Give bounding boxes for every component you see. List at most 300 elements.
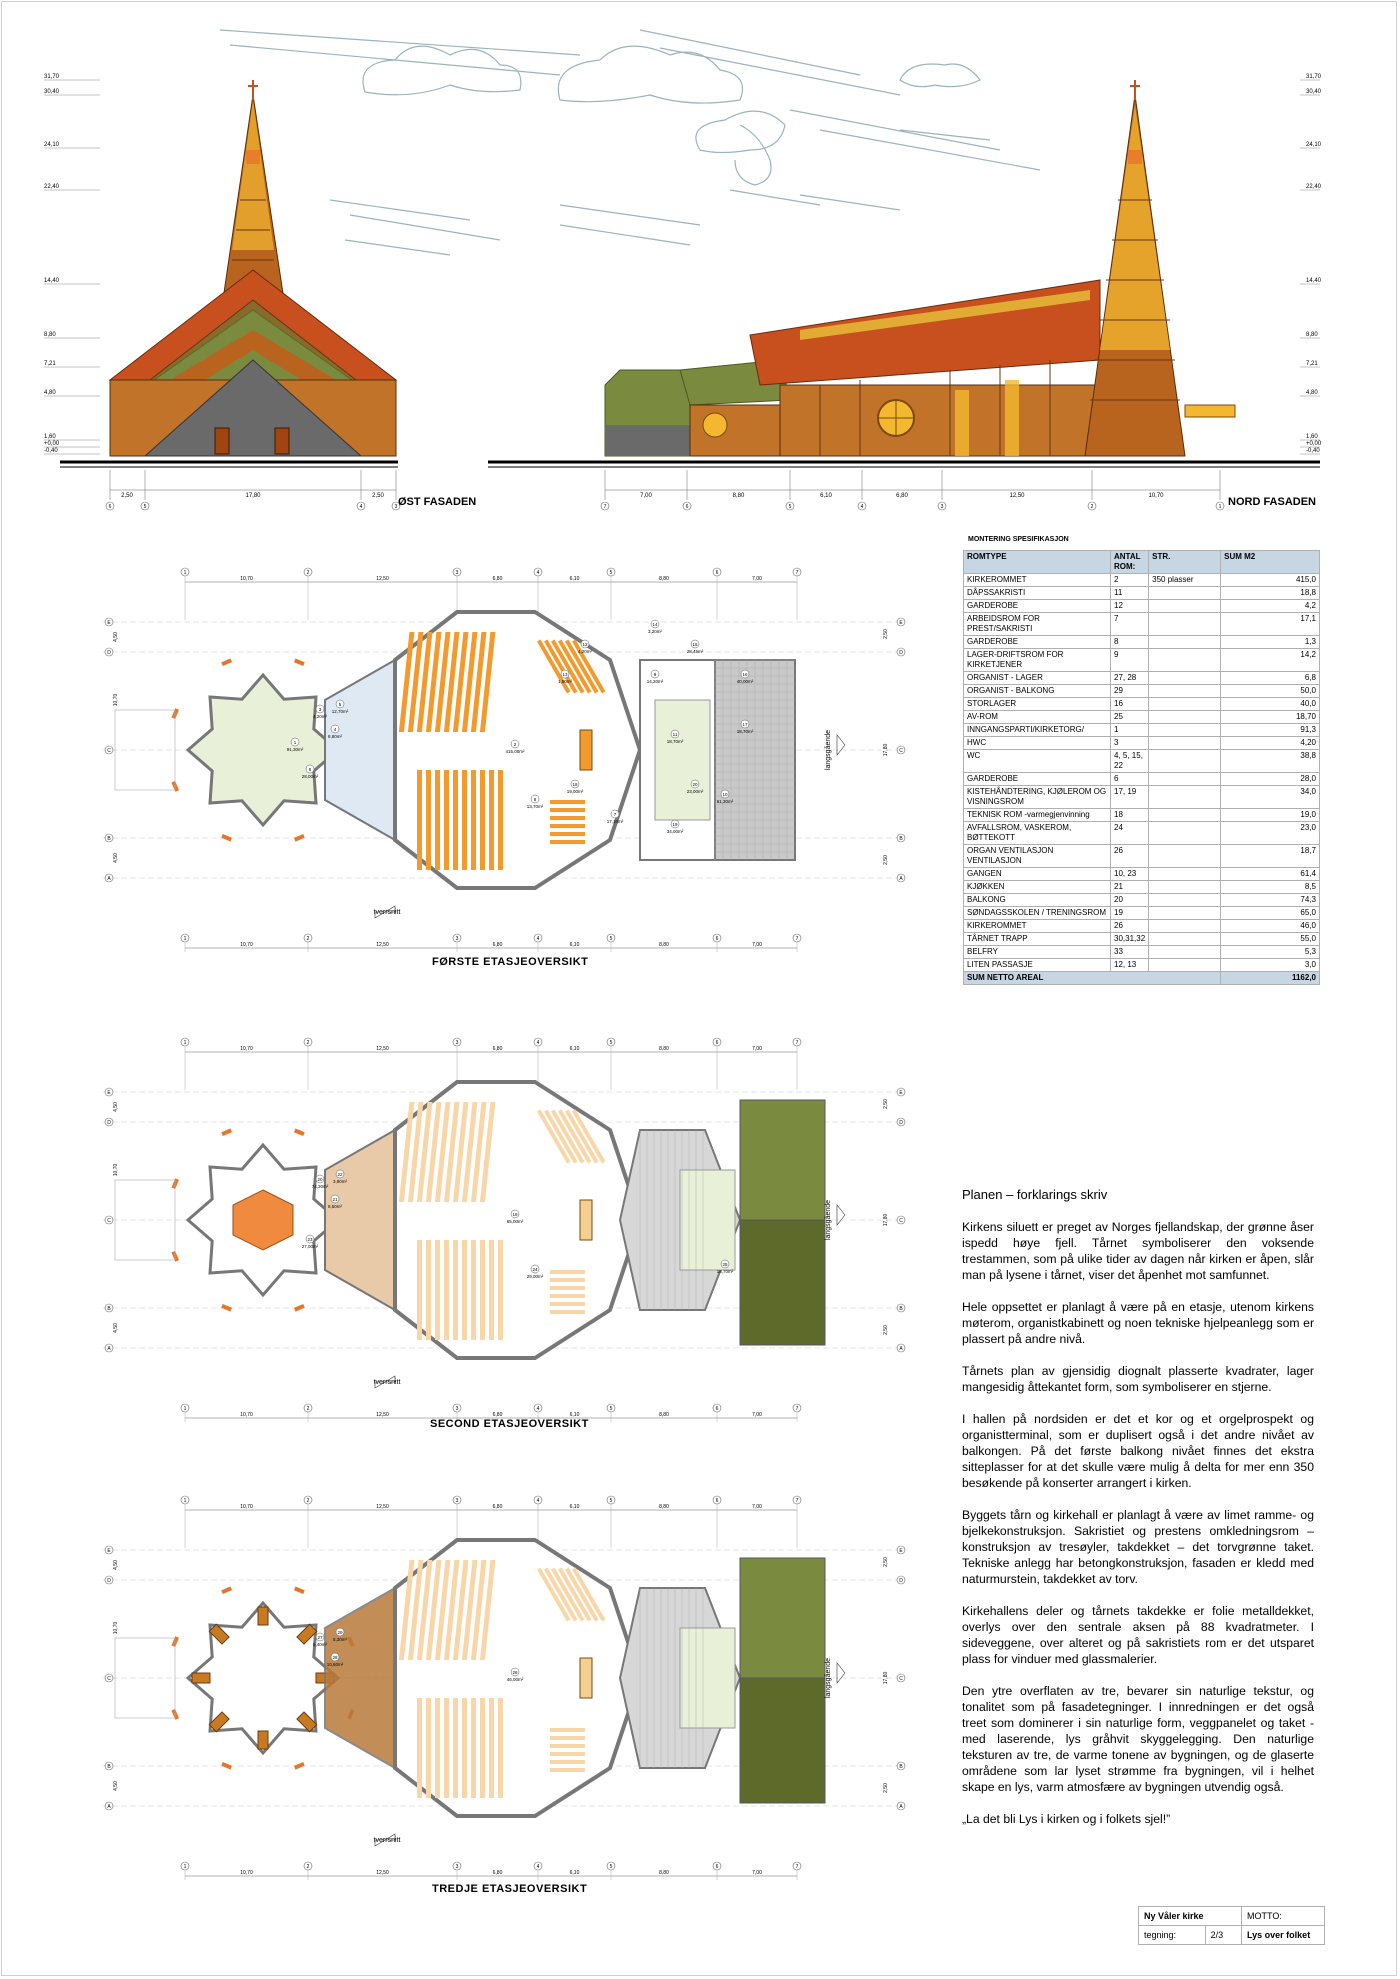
room-size — [1149, 868, 1221, 881]
room-sum: 4,20 — [1221, 737, 1320, 750]
room-area: 17,10m² — [606, 819, 624, 824]
level-label: 22,40 — [1306, 184, 1322, 190]
spec-row — [964, 636, 1320, 649]
row-marker: A — [107, 876, 111, 882]
level-label: 22,40 — [44, 184, 60, 190]
room-count: 26 — [1111, 845, 1149, 868]
room-size — [1149, 920, 1221, 933]
dimension-label: 4,50 — [113, 1102, 119, 1112]
spec-row — [964, 613, 1320, 636]
grid-marker: 3 — [455, 1406, 459, 1412]
paragraph: Kirkens siluett er preget av Norges fjellandskap, der grønne åser ispedd høye fjell. Tårnet symboliserer den voksende trestammen, som på ulike tider av dagen når kirken er åpen, slår man på lysene i tårnet, viser det åpenhet mot samfunnet. — [962, 1220, 1314, 1282]
room-size — [1149, 737, 1221, 750]
dimension-label: 6,10 — [569, 1412, 580, 1418]
dimension-label: 6,10 — [569, 942, 580, 948]
spec-row — [964, 698, 1320, 711]
dimension-label: 2,50 — [883, 629, 889, 639]
dimension-label: 8,80 — [659, 1504, 669, 1510]
grid-marker: 7 — [603, 504, 607, 510]
room-count: 26 — [1111, 920, 1149, 933]
grid-marker: 5 — [143, 504, 147, 510]
room-count: 16 — [1111, 698, 1149, 711]
room-count: 21 — [1111, 881, 1149, 894]
level-label: 7,21 — [44, 361, 56, 367]
project-name: Ny Våler kirke — [1139, 1907, 1242, 1926]
grid-marker: 2 — [306, 1498, 310, 1504]
spec-row — [964, 845, 1320, 868]
col-antal: ANTAL ROM: — [1111, 551, 1149, 574]
dimension-label: 4,50 — [113, 632, 119, 642]
room-type: BALKONG — [964, 894, 1111, 907]
room-type: LAGER-DRIFTSROM FOR KIRKETJENER — [964, 649, 1111, 672]
room-sum: 18,7 — [1221, 845, 1320, 868]
room-count: 25 — [1111, 711, 1149, 724]
grid-marker: 1 — [183, 1498, 187, 1504]
second-floor-plan — [95, 1030, 955, 1430]
row-marker: D — [899, 1578, 903, 1584]
room-size — [1149, 809, 1221, 822]
first-floor-plan — [95, 560, 955, 960]
room-number: 24 — [532, 1267, 538, 1272]
section-label: tverrsnitt — [373, 909, 401, 916]
dimension-label: 6,80 — [492, 1504, 503, 1510]
spec-table — [963, 550, 1320, 985]
dimension-label: 10,70 — [240, 1504, 253, 1510]
dimension-label: 8,80 — [732, 493, 745, 499]
room-sum: 3,0 — [1221, 959, 1320, 972]
room-count: 27, 28 — [1111, 672, 1149, 685]
spec-row — [964, 724, 1320, 737]
grid-marker: 1 — [1218, 504, 1222, 510]
row-marker: B — [107, 836, 111, 842]
room-number: 10 — [722, 792, 728, 797]
spec-total-row — [964, 972, 1320, 985]
room-count: 20 — [1111, 894, 1149, 907]
dimension-label: 7,00 — [752, 942, 762, 948]
grid-marker: 2 — [306, 1040, 310, 1046]
dimension-label: 12,50 — [1009, 493, 1025, 499]
grid-marker: 4 — [536, 570, 540, 576]
dimension-label: 7,00 — [752, 1504, 762, 1510]
paragraph: Tårnets plan av gjensidig diognalt plasserte kvadrater, lager mangesidig åttekantet form, som symboliserer en stjerne. — [962, 1364, 1314, 1394]
row-marker: A — [107, 1346, 111, 1352]
level-label: 8,80 — [44, 332, 56, 338]
room-type: TEKNISK ROM -varmegjenvinning — [964, 809, 1111, 822]
room-sum: 50,0 — [1221, 685, 1320, 698]
paragraph: I hallen på nordsiden er det et kor og et orgelprospekt og organistterminal, som er duplisert også i det andre nivået av balkongen. På det første balkong nivået finnes det ekstra sitteplasser for at det skulle være mulig å delta for mer enn 350 besøkende på konserter arrangert i kirken. — [962, 1412, 1314, 1490]
room-area: 46,00m² — [506, 1677, 524, 1682]
spec-row — [964, 920, 1320, 933]
room-area: 23,00m² — [686, 789, 704, 794]
room-number: 22 — [337, 1172, 343, 1177]
dimension-label: 6,80 — [492, 1046, 503, 1052]
room-area: 18,70m² — [736, 729, 754, 734]
grid-marker: 7 — [795, 1406, 799, 1412]
room-type: WC — [964, 750, 1111, 773]
col-sum: SUM M2 — [1221, 551, 1320, 574]
grid-marker: 2 — [306, 936, 310, 942]
grid-marker: 1 — [183, 1406, 187, 1412]
room-count: 24 — [1111, 822, 1149, 845]
room-type: ORGANIST - BALKONG — [964, 685, 1111, 698]
dimension-label: 4,50 — [113, 853, 119, 863]
dimension-label: 6,80 — [492, 576, 503, 582]
room-type: AVFALLSROM, VASKEROM, BØTTEKOTT — [964, 822, 1111, 845]
room-number: 9 — [653, 672, 657, 677]
grid-marker: 4 — [536, 1406, 540, 1412]
room-number: 17 — [742, 722, 748, 727]
room-count: 17, 19 — [1111, 786, 1149, 809]
explanation-text — [962, 1187, 1314, 1843]
room-size — [1149, 636, 1221, 649]
dimension-label: 4,50 — [113, 1781, 119, 1791]
room-area: 19,00m² — [566, 789, 584, 794]
room-number: 19 — [512, 1212, 518, 1217]
room-count: 3 — [1111, 737, 1149, 750]
motto-label: MOTTO: — [1242, 1907, 1325, 1926]
dimension-label: 8,80 — [659, 942, 669, 948]
grid-marker: 3 — [455, 1864, 459, 1870]
dimension-label: 12,50 — [376, 1046, 389, 1052]
room-count: 2 — [1111, 574, 1149, 587]
room-size — [1149, 786, 1221, 809]
room-number: 29 — [337, 1630, 343, 1635]
room-count: 29 — [1111, 685, 1149, 698]
dimension-label: 7,00 — [752, 1046, 762, 1052]
drawing-number: 2/3 — [1205, 1926, 1241, 1945]
room-size — [1149, 698, 1221, 711]
room-number: 14 — [652, 622, 658, 627]
row-marker: A — [899, 1346, 903, 1352]
total-label: SUM NETTO AREAL — [964, 972, 1221, 985]
room-number: 2 — [513, 742, 517, 747]
room-number: 15 — [692, 642, 698, 647]
spec-row — [964, 946, 1320, 959]
room-area: 91,30m² — [286, 747, 304, 752]
dimension-label: 17,80 — [883, 743, 889, 757]
grid-marker: 4 — [359, 504, 363, 510]
room-area: 18,70m² — [666, 739, 684, 744]
grid-marker: 1 — [183, 1864, 187, 1870]
row-marker: D — [899, 650, 903, 656]
grid-marker: 3 — [455, 1040, 459, 1046]
room-size — [1149, 649, 1221, 672]
grid-marker: 5 — [609, 1040, 613, 1046]
dimension-label: 7,00 — [752, 576, 762, 582]
spec-row — [964, 737, 1320, 750]
dimension-label: 6,80 — [492, 1412, 503, 1418]
room-size — [1149, 773, 1221, 786]
facades-drawing — [0, 0, 1400, 520]
room-area: 10,60m² — [326, 1662, 344, 1667]
grid-marker: 5 — [609, 1864, 613, 1870]
row-marker: B — [107, 1306, 111, 1312]
row-marker: D — [899, 1120, 903, 1126]
dimension-label: 6,80 — [896, 493, 908, 499]
grid-marker: 5 — [788, 504, 792, 510]
row-marker: B — [107, 1764, 111, 1770]
room-size — [1149, 685, 1221, 698]
room-sum: 65,0 — [1221, 907, 1320, 920]
room-sum: 19,0 — [1221, 809, 1320, 822]
row-marker: E — [899, 1090, 903, 1096]
dimension-label: 10,70 — [240, 576, 253, 582]
room-area: 29,00m² — [526, 1274, 544, 1279]
room-size — [1149, 600, 1221, 613]
north-facade — [601, 74, 1322, 510]
grid-marker: 7 — [795, 936, 799, 942]
dimension-label: 4,50 — [113, 1323, 119, 1333]
dimension-label: 2,50 — [883, 1099, 889, 1109]
grid-marker: 5 — [609, 570, 613, 576]
room-type: GARDEROBE — [964, 600, 1111, 613]
room-type: ORGAN VENTILASJON VENTILASJON — [964, 845, 1111, 868]
grid-marker: 6 — [108, 504, 112, 510]
row-marker: B — [899, 1764, 903, 1770]
dimension-label: 2,50 — [883, 1325, 889, 1335]
room-number: 5 — [338, 702, 342, 707]
room-count: 7 — [1111, 613, 1149, 636]
spec-row — [964, 711, 1320, 724]
level-label: 30,40 — [44, 89, 60, 95]
level-label: 30,40 — [1306, 89, 1322, 95]
dimension-label: 12,50 — [376, 942, 389, 948]
room-sum: 91,3 — [1221, 724, 1320, 737]
dimension-label: 2,50 — [883, 1557, 889, 1567]
room-count: 10, 23 — [1111, 868, 1149, 881]
level-label: 14,40 — [1306, 278, 1322, 284]
section-label: tverrsnitt — [373, 1837, 401, 1844]
sky-decoration — [220, 30, 1040, 255]
room-number: 21 — [332, 1197, 338, 1202]
room-type: STORLAGER — [964, 698, 1111, 711]
room-area: 4,20m² — [312, 714, 328, 719]
room-count: 33 — [1111, 946, 1149, 959]
room-number: 1 — [293, 740, 297, 745]
level-label: 1,60 — [1306, 434, 1318, 440]
room-number: 7 — [613, 812, 617, 817]
room-count: 8 — [1111, 636, 1149, 649]
room-number: 25 — [722, 1262, 728, 1267]
section-label: tverrsnitt — [373, 1379, 401, 1386]
room-count: 9 — [1111, 649, 1149, 672]
level-label: -0,40 — [1306, 448, 1320, 454]
room-sum: 5,3 — [1221, 946, 1320, 959]
room-sum: 17,1 — [1221, 613, 1320, 636]
level-label: 31,70 — [44, 74, 60, 80]
grid-marker: 4 — [536, 1040, 540, 1046]
spec-row — [964, 822, 1320, 845]
room-size — [1149, 959, 1221, 972]
dimension-label: 7,00 — [752, 1870, 762, 1876]
room-number: 3 — [318, 707, 322, 712]
room-area: 14,20m² — [646, 679, 664, 684]
room-sum: 4,2 — [1221, 600, 1320, 613]
drawing-label: tegning: — [1139, 1926, 1206, 1945]
grid-marker: 3 — [394, 504, 398, 510]
dimension-label: 4,50 — [113, 1560, 119, 1570]
spec-row — [964, 649, 1320, 672]
grid-marker: 1 — [183, 936, 187, 942]
paragraph: Kirkehallens deler og tårnets takdekke er folie metalldekket, overlys over den sentrale aksen på 88 kvadratmeter. I sideveggene, over alteret og på sakristiets rom er det utsparet plass for vinduer med glassmalerier. — [962, 1604, 1314, 1666]
room-area: 3,20m² — [647, 629, 663, 634]
grid-marker: 2 — [306, 1864, 310, 1870]
room-sum: 38,8 — [1221, 750, 1320, 773]
row-marker: C — [899, 748, 903, 754]
row-marker: C — [107, 748, 111, 754]
room-type: BELFRY — [964, 946, 1111, 959]
dimension-label: 10,70 — [240, 942, 253, 948]
room-size — [1149, 907, 1221, 920]
room-type: DÅPSSAKRISTI — [964, 587, 1111, 600]
dimension-label: 10,70 — [240, 1046, 253, 1052]
level-label: 4,80 — [44, 390, 56, 396]
total-value: 1162,0 — [1221, 972, 1320, 985]
dimension-label: 17,80 — [245, 493, 261, 499]
row-marker: E — [107, 620, 111, 626]
room-area: 3,90m² — [332, 1179, 348, 1184]
level-label: 8,80 — [1306, 332, 1318, 338]
room-number: 12 — [582, 642, 588, 647]
room-area: 40,00m² — [736, 679, 754, 684]
room-area: 18,70m² — [716, 1269, 734, 1274]
room-number: 16 — [742, 672, 748, 677]
grid-marker: 6 — [715, 1040, 719, 1046]
grid-marker: 3 — [455, 1498, 459, 1504]
second-floor-title: SECOND ETASJEOVERSIKT — [430, 1418, 589, 1430]
grid-marker: 4 — [536, 1498, 540, 1504]
level-label: -0,40 — [44, 448, 58, 454]
room-sum: 1,3 — [1221, 636, 1320, 649]
grid-marker: 2 — [1090, 504, 1094, 510]
motto-value: Lys over folket — [1242, 1926, 1325, 1945]
spec-row — [964, 907, 1320, 920]
room-size — [1149, 750, 1221, 773]
grid-marker: 3 — [455, 570, 459, 576]
room-sum: 415,0 — [1221, 574, 1320, 587]
paragraph: Den ytre overflaten av tre, bevarer sin naturlige tekstur, og tonalitet som på fasadetegninger. I innredningen er det også treet som dominerer i sin naturlige form, veggpanelet og taket - med laserende, lys gråhvit skyggelegging. Den naturlige teksturen av tre, de varme tonene av bygningen, og de glaserte områdene som lar lyset strømme fra bygningen, vil i helhet skape en lys, varm atmosfære av bygningen utvendig også. — [962, 1684, 1314, 1794]
room-type: GARDEROBE — [964, 773, 1111, 786]
room-count: 19 — [1111, 907, 1149, 920]
room-size — [1149, 894, 1221, 907]
dimension-label: 2,50 — [883, 855, 889, 865]
room-sum: 6,8 — [1221, 672, 1320, 685]
grid-marker: 4 — [536, 936, 540, 942]
room-size — [1149, 845, 1221, 868]
room-count: 6 — [1111, 773, 1149, 786]
col-str: STR. — [1149, 551, 1221, 574]
dimension-label: 7,00 — [640, 493, 652, 499]
room-count: 1 — [1111, 724, 1149, 737]
room-area: 5,30m² — [332, 1637, 348, 1642]
room-number: 8 — [533, 797, 537, 802]
paragraph: „La det bli Lys i kirken og i folkets sjel!” — [962, 1812, 1171, 1826]
row-marker: A — [899, 876, 903, 882]
grid-marker: 5 — [609, 936, 613, 942]
level-label: 4,80 — [1306, 390, 1318, 396]
row-marker: A — [107, 1804, 111, 1810]
dimension-label: 17,80 — [883, 1671, 889, 1685]
room-sum: 61,4 — [1221, 868, 1320, 881]
room-sum: 18,70 — [1221, 711, 1320, 724]
room-type: SØNDAGSSKOLEN / TRENINGSROM — [964, 907, 1111, 920]
grid-marker: 5 — [609, 1406, 613, 1412]
room-size — [1149, 933, 1221, 946]
level-label: +0,00 — [1306, 441, 1322, 447]
dimension-label: 6,10 — [569, 576, 580, 582]
col-romtype: ROMTYPE — [964, 551, 1111, 574]
room-count: 12 — [1111, 600, 1149, 613]
room-area: 5,40m² — [312, 1642, 328, 1647]
long-section-label: langsgående — [825, 1199, 832, 1241]
room-type: KIRKEROMMET — [964, 920, 1111, 933]
dimension-label: 6,10 — [569, 1504, 580, 1510]
north-facade-label: NORD FASADEN — [1228, 496, 1317, 508]
paragraph: Hele oppsettet er planlagt å være på en etasje, utenom kirkens møterom, organistkabinett og noen tekniske hjelpeanlegg som er plassert på andre nivå. — [962, 1300, 1314, 1346]
room-type: LITEN PASSASJE — [964, 959, 1111, 972]
room-size — [1149, 822, 1221, 845]
spec-title: MONTERING SPESIFIKASJON — [968, 536, 1069, 543]
room-area: 8,80m² — [327, 734, 343, 739]
room-sum: 40,0 — [1221, 698, 1320, 711]
room-area: 12,70m² — [331, 709, 349, 714]
room-size — [1149, 724, 1221, 737]
paragraph: Byggets tårn og kirkehall er planlagt å være av limet ramme- og bjelkekonstruksjon. Sakristiet og prestens omkledningsrom – konstruksjon av tresøyler, takdekket – det torvgrønne taket. Tekniske anlegg har betongkonstruksjon, fasaden er kledd med naturmurstein, takdekket av torv. — [962, 1508, 1314, 1586]
dimension-label: 12,50 — [376, 1412, 389, 1418]
room-sum: 28,0 — [1221, 773, 1320, 786]
room-count: 4, 5, 15, 22 — [1111, 750, 1149, 773]
room-type: KJØKKEN — [964, 881, 1111, 894]
grid-marker: 6 — [715, 1498, 719, 1504]
room-area: 4,20m² — [577, 649, 593, 654]
grid-marker: 3 — [940, 504, 944, 510]
dimension-label: 10,70 — [113, 1163, 119, 1177]
room-type: AV-ROM — [964, 711, 1111, 724]
dimension-label: 8,80 — [659, 1412, 669, 1418]
grid-marker: 6 — [715, 936, 719, 942]
room-area: 61,30m² — [716, 799, 734, 804]
spec-row — [964, 685, 1320, 698]
dimension-label: 8,80 — [659, 1046, 669, 1052]
spec-row — [964, 773, 1320, 786]
dimension-label: 2,50 — [121, 493, 133, 499]
room-type: TÅRNET TRAPP — [964, 933, 1111, 946]
dimension-label: 8,80 — [659, 576, 669, 582]
room-type: ORGANIST - LAGER — [964, 672, 1111, 685]
room-sum: 8,5 — [1221, 881, 1320, 894]
level-label: 1,60 — [44, 434, 56, 440]
dimension-label: 17,80 — [883, 1213, 889, 1227]
dimension-label: 8,80 — [659, 1870, 669, 1876]
room-area: 34,00m² — [666, 829, 684, 834]
dimension-label: 10,70 — [113, 1621, 119, 1635]
grid-marker: 6 — [715, 1406, 719, 1412]
spec-row — [964, 868, 1320, 881]
explanation-heading: Planen – forklarings skriv — [962, 1187, 1108, 1202]
room-area: 28,45m² — [686, 649, 704, 654]
dimension-label: 7,00 — [752, 1412, 762, 1418]
room-sum: 74,3 — [1221, 894, 1320, 907]
room-area: 27,00m² — [301, 1244, 319, 1249]
title-block — [1138, 1906, 1325, 1945]
room-sum: 18,8 — [1221, 587, 1320, 600]
room-size — [1149, 711, 1221, 724]
room-type: GANGEN — [964, 868, 1111, 881]
room-area: 74,30m² — [311, 1184, 329, 1189]
third-floor-plan — [95, 1488, 955, 1888]
room-label — [648, 620, 663, 634]
room-type: ARBEIDSROM FOR PREST/SAKRISTI — [964, 613, 1111, 636]
